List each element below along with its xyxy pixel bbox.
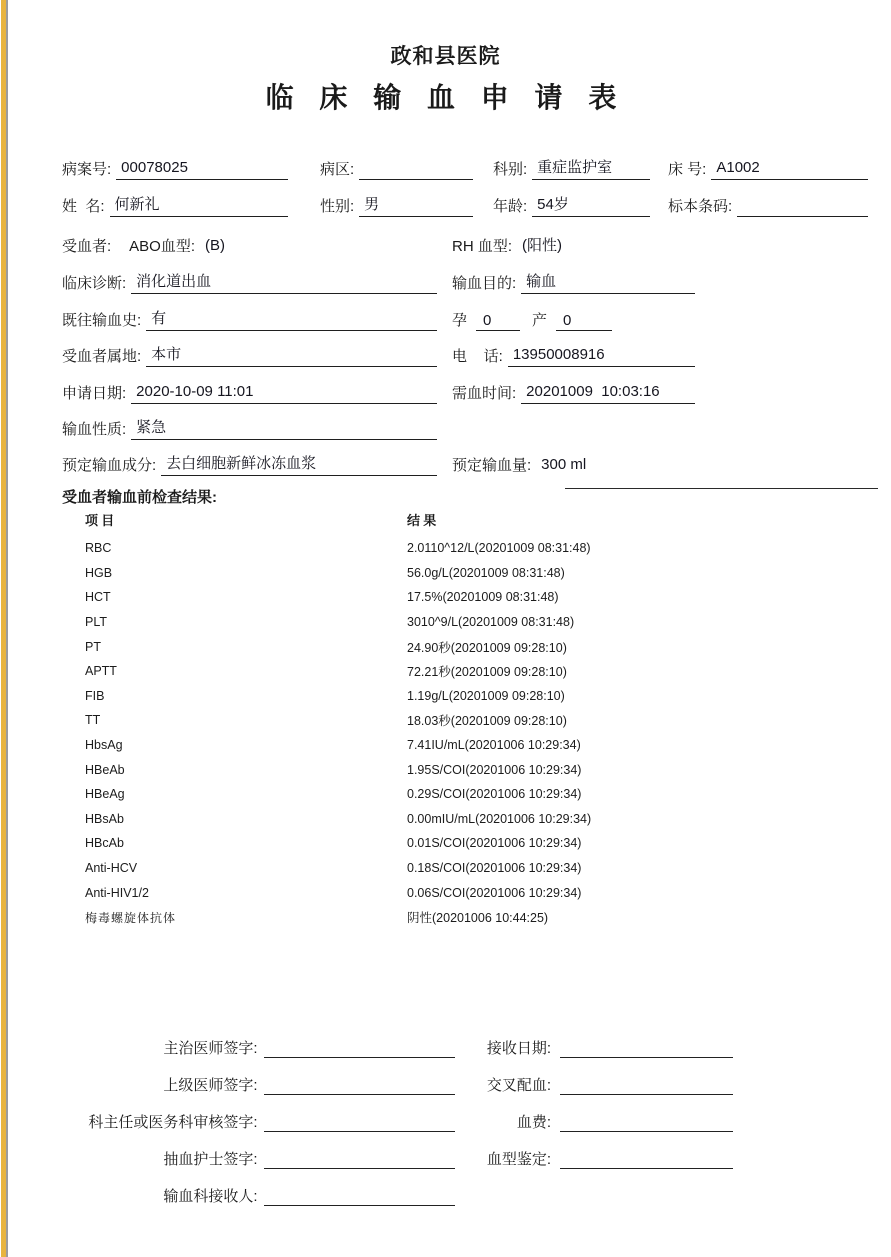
volume-label: 预定输血量: <box>452 457 532 475</box>
signature-label: 血型鉴定: <box>486 1151 551 1168</box>
parturition-value: 0 <box>556 312 612 331</box>
date-row <box>62 375 868 404</box>
signature-line <box>264 1039 456 1058</box>
patient-row-2 <box>62 187 868 217</box>
signature-row <box>62 1021 868 1058</box>
result-cell: 0.00mIU/mL(20201006 10:29:34) <box>407 811 592 826</box>
nature-label: 输血性质: <box>62 421 127 439</box>
result-cell: 24.90秒(20201009 09:28:10) <box>407 640 567 655</box>
parturition-label: 产 <box>532 312 548 330</box>
apply-date-value: 2020-10-09 11:01 <box>131 383 437 404</box>
result-cell: 2.0110^12/L(20201009 08:31:48) <box>407 541 591 556</box>
signature-label: 抽血护士签字: <box>163 1151 258 1168</box>
result-cell: 1.95S/COI(20201006 10:29:34) <box>407 762 582 777</box>
history-label: 既往输血史: <box>62 312 142 330</box>
signature-row <box>62 1095 868 1132</box>
blood-draw-nurse-signature <box>62 1148 455 1169</box>
signature-label: 接收日期: <box>486 1040 551 1057</box>
residence-value: 本市 <box>146 346 437 367</box>
name-value: 何新礼 <box>110 196 288 217</box>
blood-bank-receiver-signature <box>62 1185 455 1206</box>
phone-label: 电 话: <box>452 348 503 366</box>
patient-row-1 <box>62 150 868 180</box>
blood-type-row <box>62 228 868 257</box>
result-cell: 0.06S/COI(20201006 10:29:34) <box>407 885 582 900</box>
field-transfusion-history <box>62 310 452 331</box>
diagnosis-label: 临床诊断: <box>62 275 127 293</box>
residence-row <box>62 338 868 367</box>
apply-date-label: 申请日期: <box>62 385 127 403</box>
blood-fee-field <box>455 1111 733 1132</box>
table-row <box>62 807 868 832</box>
field-case-no <box>62 150 320 180</box>
table-row <box>62 585 868 610</box>
field-bed-no <box>668 150 868 180</box>
field-sample-barcode <box>668 187 868 217</box>
history-row <box>62 302 868 331</box>
item-cell: 梅毒螺旋体抗体 <box>85 910 177 925</box>
field-apply-date <box>62 383 452 404</box>
receive-date-field <box>455 1037 733 1058</box>
signature-line <box>264 1187 456 1206</box>
item-cell: Anti-HCV <box>85 861 138 876</box>
field-diagnosis <box>62 273 452 294</box>
volume-value: 300 ml <box>541 456 587 474</box>
attending-doctor-signature <box>62 1037 455 1058</box>
abo-blood-type <box>62 237 452 257</box>
signature-label: 科主任或医务科审核签字: <box>88 1114 258 1131</box>
signature-line <box>264 1150 456 1169</box>
table-row <box>62 684 868 709</box>
name-label: 姓 名: <box>62 198 105 216</box>
blood-typing-field <box>455 1148 733 1169</box>
department-head-signature <box>62 1111 455 1132</box>
table-row <box>62 708 868 733</box>
table-row <box>62 536 868 561</box>
rh-blood-type <box>452 237 868 257</box>
result-cell: 1.19g/L(20201009 09:28:10) <box>407 688 565 703</box>
item-cell: APTT <box>85 664 117 679</box>
signature-row <box>62 1169 868 1206</box>
purpose-label: 输血目的: <box>452 275 517 293</box>
result-cell: 阴性(20201006 10:44:25) <box>407 911 549 926</box>
item-cell: RBC <box>85 541 112 556</box>
bed-no-value: A1002 <box>711 159 868 180</box>
table-row <box>62 782 868 807</box>
component-value: 去白细胞新鲜冰冻血浆 <box>161 455 437 476</box>
signature-line <box>264 1113 456 1132</box>
pretest-section-title: 受血者输血前检查结果: <box>62 489 217 506</box>
pregnancy-label: 孕 <box>452 312 468 330</box>
item-cell: HGB <box>85 565 113 580</box>
result-cell: 7.41IU/mL(20201006 10:29:34) <box>407 738 581 753</box>
signature-line <box>560 1150 733 1169</box>
pretest-table-header <box>62 510 868 529</box>
nature-row <box>62 411 868 440</box>
ward-label: 病区: <box>320 161 355 179</box>
signature-row <box>62 1058 868 1095</box>
table-row <box>62 880 868 905</box>
table-row <box>62 856 868 881</box>
field-age <box>493 187 668 217</box>
senior-doctor-signature <box>62 1074 455 1095</box>
field-phone <box>452 346 868 367</box>
signature-label: 上级医师签字: <box>163 1077 258 1094</box>
need-time-value: 20201009 10:03:16 <box>521 383 695 404</box>
gender-value: 男 <box>359 196 473 217</box>
purpose-value: 输血 <box>521 273 695 294</box>
bed-no-label: 床 号: <box>668 161 707 179</box>
need-time-label: 需血时间: <box>452 385 517 403</box>
ward-value <box>359 161 473 180</box>
crossmatch-field <box>455 1074 733 1095</box>
volume-rule-line <box>565 488 878 489</box>
nature-value: 紧急 <box>131 419 437 440</box>
result-cell: 0.18S/COI(20201006 10:29:34) <box>407 861 582 876</box>
item-cell: FIB <box>85 688 105 703</box>
table-row <box>62 905 868 930</box>
diagnosis-value: 消化道出血 <box>131 273 437 294</box>
recipient-label: 受血者: <box>62 238 112 256</box>
signature-label: 交叉配血: <box>486 1077 551 1094</box>
hospital-name: 政和县医院 <box>390 45 501 68</box>
result-cell: 17.5%(20201009 08:31:48) <box>407 590 559 605</box>
item-cell: TT <box>85 713 101 728</box>
table-row <box>62 831 868 856</box>
table-row <box>62 634 868 659</box>
item-cell: Anti-HIV1/2 <box>85 885 149 900</box>
department-label: 科别: <box>493 161 528 179</box>
table-row <box>62 659 868 684</box>
signature-line <box>560 1113 733 1132</box>
case-no-value: 00078025 <box>116 159 288 180</box>
case-no-label: 病案号: <box>62 161 112 179</box>
column-result: 结 果 <box>407 513 437 528</box>
result-cell: 18.03秒(20201009 09:28:10) <box>407 714 567 729</box>
gender-label: 性别: <box>320 198 355 216</box>
department-value: 重症监护室 <box>532 159 650 180</box>
field-need-time <box>452 383 868 404</box>
pregnancy-value: 0 <box>476 312 520 331</box>
component-label: 预定输血成分: <box>62 457 157 475</box>
table-row <box>62 757 868 782</box>
item-cell: HBeAg <box>85 787 125 802</box>
item-cell: HbsAg <box>85 738 123 753</box>
diagnosis-row <box>62 265 868 294</box>
left-edge-stripe <box>1 0 8 1257</box>
signature-row <box>62 1132 868 1169</box>
form-content <box>62 0 868 1257</box>
signature-label: 输血科接收人: <box>163 1188 258 1205</box>
age-label: 年龄: <box>493 198 528 216</box>
item-cell: HBsAb <box>85 811 124 826</box>
age-value: 54岁 <box>532 196 650 217</box>
item-cell: PT <box>85 639 101 654</box>
rh-label: RH 血型: <box>452 238 513 256</box>
table-row <box>62 610 868 635</box>
signature-section <box>62 1021 868 1206</box>
rh-value: (阳性) <box>522 237 563 255</box>
result-cell: 72.21秒(20201009 09:28:10) <box>407 665 567 680</box>
item-cell: HBeAb <box>85 762 125 777</box>
table-row <box>62 733 868 758</box>
form-title: 临 床 输 血 申 请 表 <box>265 82 626 113</box>
pretest-table <box>62 536 868 930</box>
field-gender <box>320 187 493 217</box>
result-cell: 3010^9/L(20201009 08:31:48) <box>407 615 575 630</box>
field-department <box>493 150 668 180</box>
field-component <box>62 455 452 476</box>
sample-barcode-label: 标本条码: <box>668 198 733 216</box>
field-name <box>62 187 320 217</box>
column-item: 项 目 <box>85 513 115 528</box>
signature-line <box>560 1039 733 1058</box>
table-row <box>62 561 868 586</box>
result-cell: 0.01S/COI(20201006 10:29:34) <box>407 836 582 851</box>
item-cell: PLT <box>85 615 107 630</box>
history-value: 有 <box>146 310 437 331</box>
field-residence <box>62 346 452 367</box>
field-purpose <box>452 273 868 294</box>
phone-value: 13950008916 <box>508 346 695 367</box>
field-ward <box>320 150 493 180</box>
residence-label: 受血者属地: <box>62 348 142 366</box>
field-nature <box>62 419 452 440</box>
result-cell: 56.0g/L(20201009 08:31:48) <box>407 565 565 580</box>
signature-line <box>264 1076 456 1095</box>
result-cell: 0.29S/COI(20201006 10:29:34) <box>407 787 582 802</box>
abo-label: ABO血型: <box>129 238 196 256</box>
item-cell: HCT <box>85 590 111 605</box>
signature-label: 主治医师签字: <box>163 1040 258 1057</box>
abo-value: (B) <box>205 237 226 255</box>
sample-barcode-value <box>737 198 868 217</box>
field-volume <box>452 456 868 476</box>
component-row <box>62 447 868 476</box>
signature-label: 血费: <box>516 1114 551 1131</box>
signature-line <box>560 1076 733 1095</box>
item-cell: HBcAb <box>85 836 124 851</box>
field-pregnancy-parturition <box>452 312 868 331</box>
